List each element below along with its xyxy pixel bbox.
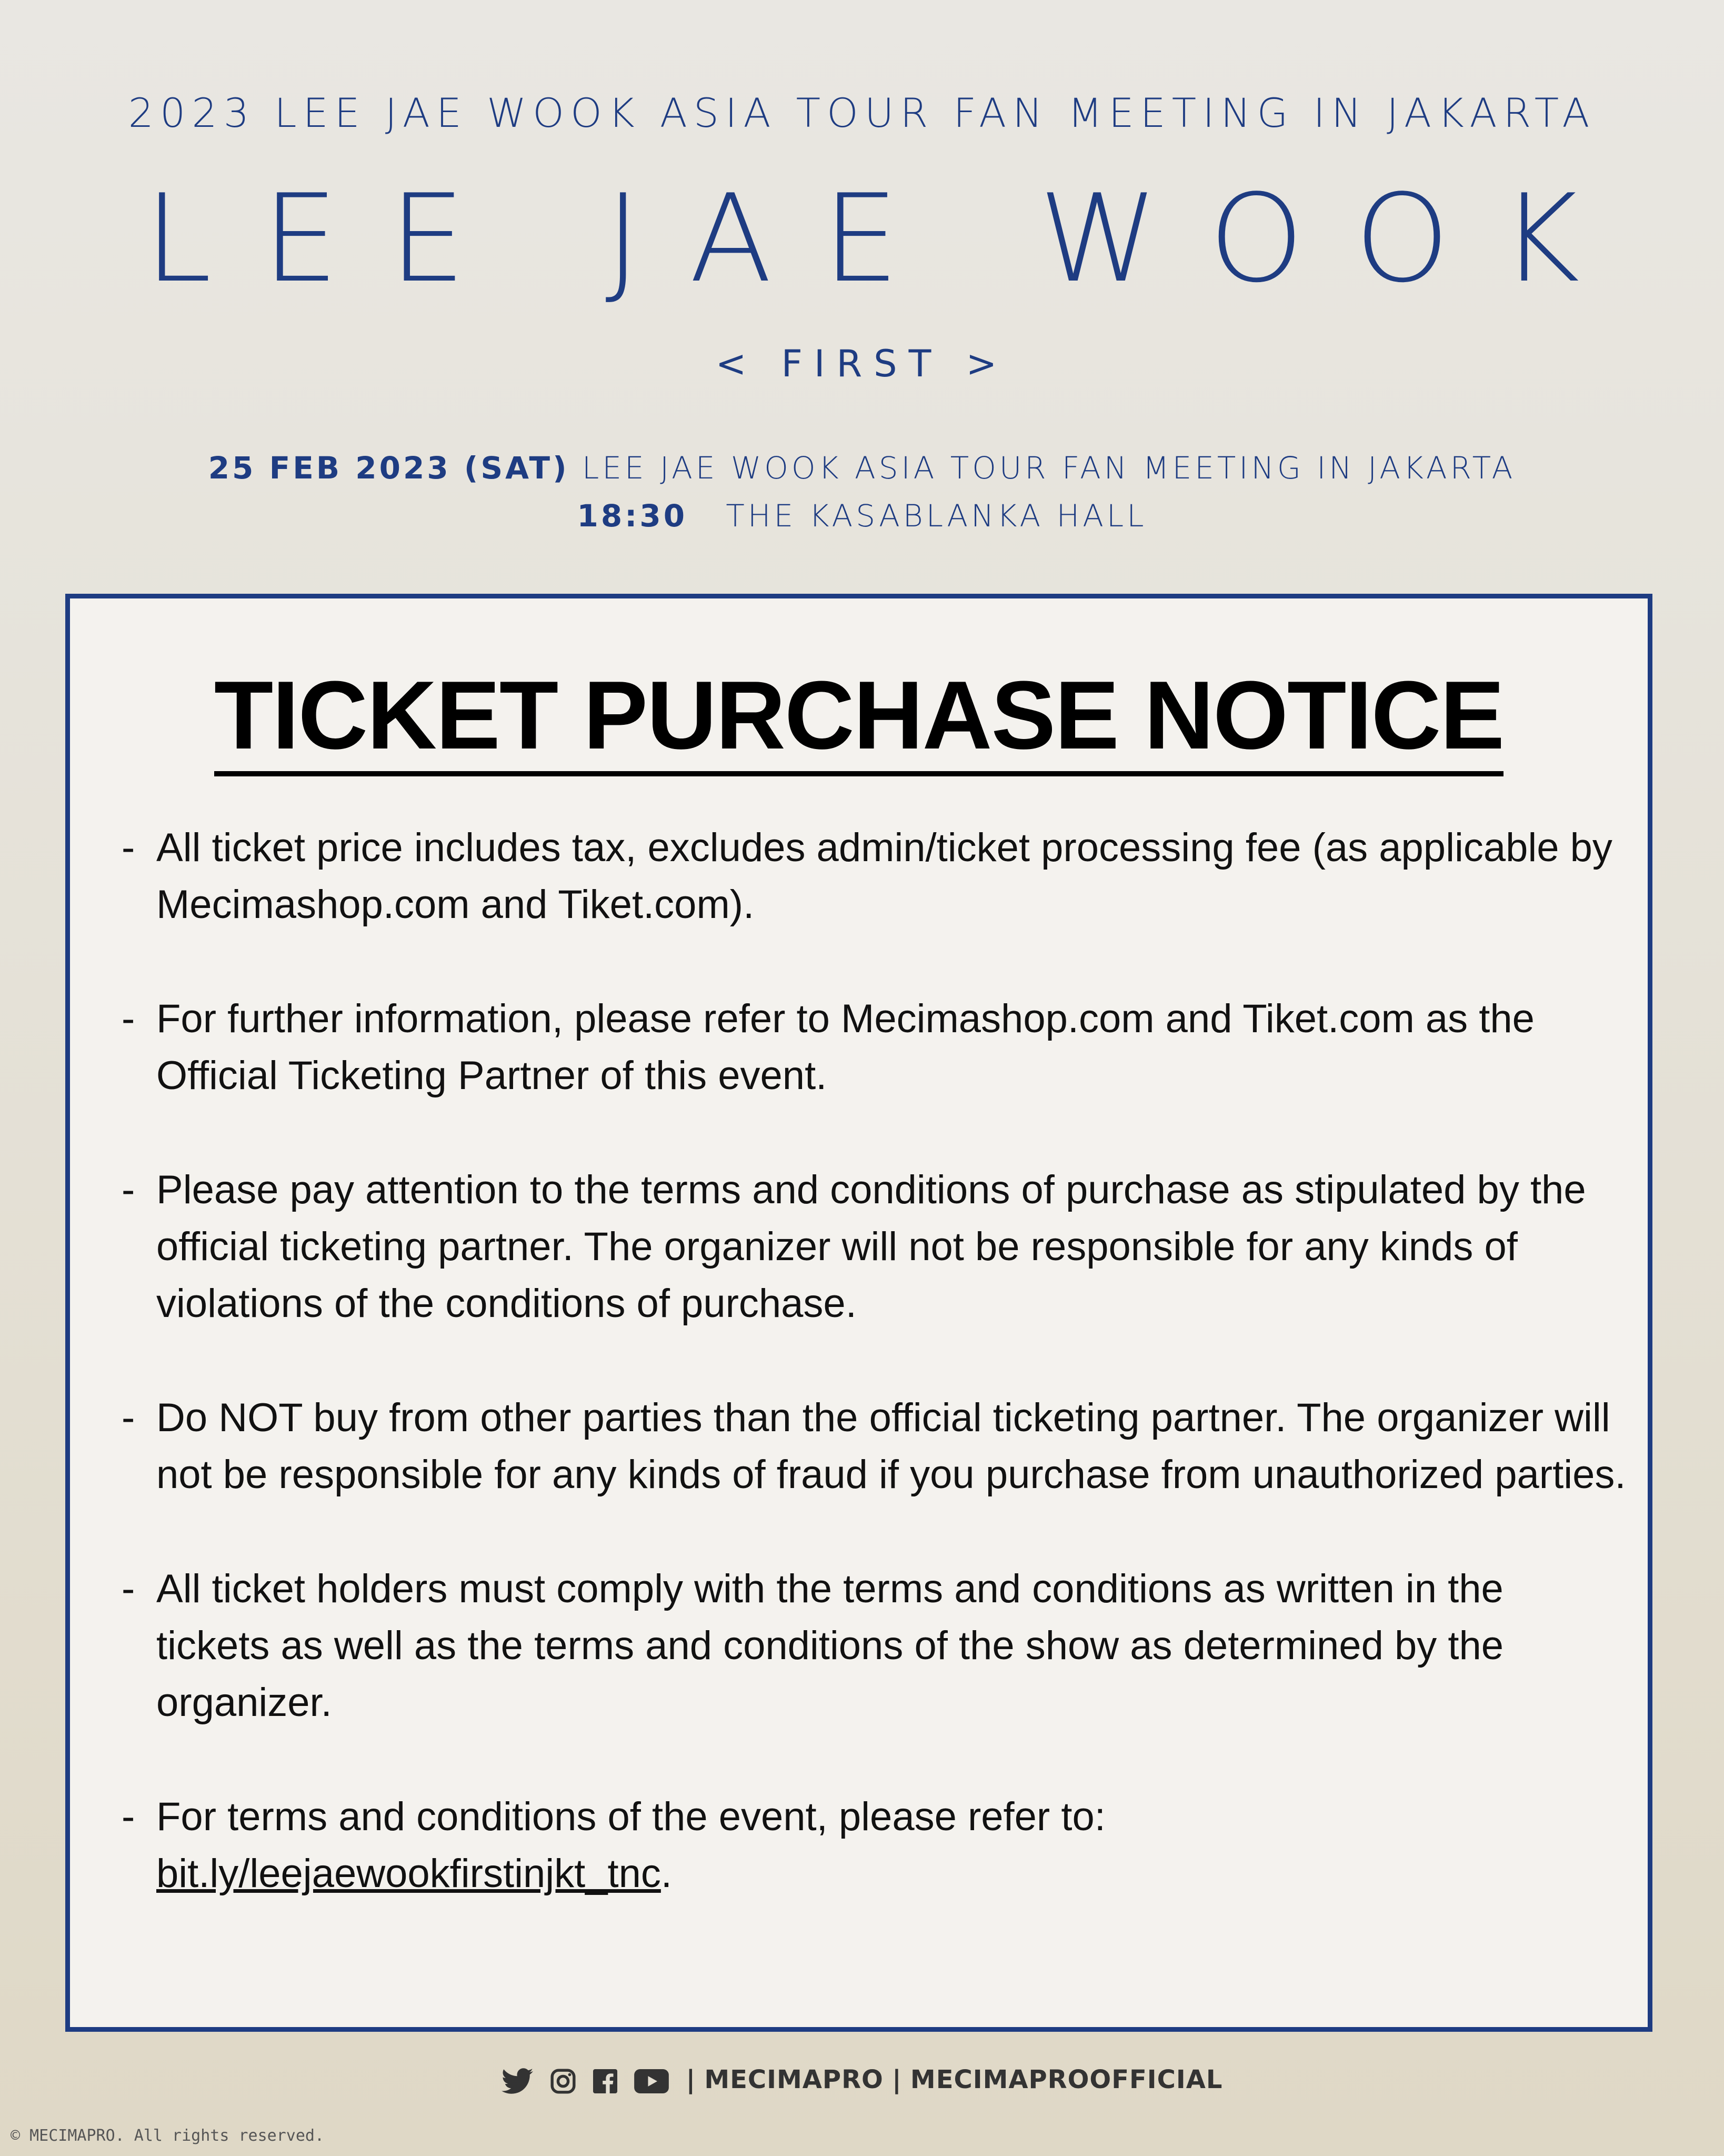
social-icons <box>502 2065 678 2094</box>
footer-handle-mecimaproofficial[interactable]: MECIMAPROOFFICIAL <box>910 2065 1223 2094</box>
tnc-link[interactable]: bit.ly/leejaewookfirstinjkt_tnc <box>156 1851 661 1896</box>
event-time-line <box>0 498 1724 534</box>
event-date: 25 FEB 2023 (SAT) <box>208 450 569 486</box>
notice-list <box>122 820 1627 1960</box>
notice-title: TICKET PURCHASE NOTICE <box>70 659 1648 771</box>
event-time: 18:30 <box>577 498 688 534</box>
notice-item-6: - For terms and conditions of the event, please refer to: bit.ly/leejaewookfirstinjkt_tnc. <box>122 1789 1627 1902</box>
artist-name: LEE JAE WOOK <box>144 169 1630 310</box>
copyright-notice: © MECIMAPRO. All rights reserved. <box>11 2127 325 2145</box>
notice-item-2: - For further information, please refer to Mecimashop.com and Tiket.com as the Official Ticketing Partner of this event. <box>122 991 1627 1104</box>
footer-separator: | <box>892 2065 902 2094</box>
list-dash: - <box>122 1566 135 1611</box>
tour-name: < FIRST > <box>715 342 1009 385</box>
notice-item-1: - All ticket price includes tax, excludes admin/ticket processing fee (as applicable by Mecimashop.com and Tiket.com). <box>122 820 1627 933</box>
footer-separator: | <box>686 2065 696 2094</box>
facebook-icon[interactable] <box>593 2069 617 2093</box>
footer-handle-mecimapro[interactable]: MECIMAPRO <box>704 2065 884 2094</box>
venue: THE KASABLANKA HALL <box>726 498 1147 534</box>
list-dash: - <box>122 1395 135 1440</box>
notice-item-5: - All ticket holders must comply with the terms and conditions as written in the tickets as well as the terms and conditions of the show as determined by the organizer. <box>122 1561 1627 1731</box>
list-dash: - <box>122 996 135 1041</box>
list-dash: - <box>122 825 135 870</box>
notice-item-3: - Please pay attention to the terms and conditions of purchase as stipulated by the official ticketing partner. The organizer will not be responsible for any kinds of violations of the conditions of purchase. <box>122 1162 1627 1332</box>
youtube-icon[interactable] <box>634 2069 669 2093</box>
list-dash: - <box>122 1167 135 1212</box>
event-title: LEE JAE WOOK ASIA TOUR FAN MEETING IN JAKARTA <box>582 450 1516 486</box>
social-footer <box>0 2063 1724 2094</box>
notice-item-4: - Do NOT buy from other parties than the official ticketing partner. The organizer will not be responsible for any kinds of fraud if you purchase from unauthorized parties. <box>122 1390 1627 1503</box>
instagram-icon[interactable] <box>550 2068 576 2094</box>
event-subtitle: 2023 LEE JAE WOOK ASIA TOUR FAN MEETING IN JAKARTA <box>128 89 1596 136</box>
event-date-line <box>0 450 1724 486</box>
notice-panel <box>65 594 1652 2032</box>
list-dash: - <box>122 1794 135 1839</box>
twitter-icon[interactable] <box>502 2068 533 2094</box>
